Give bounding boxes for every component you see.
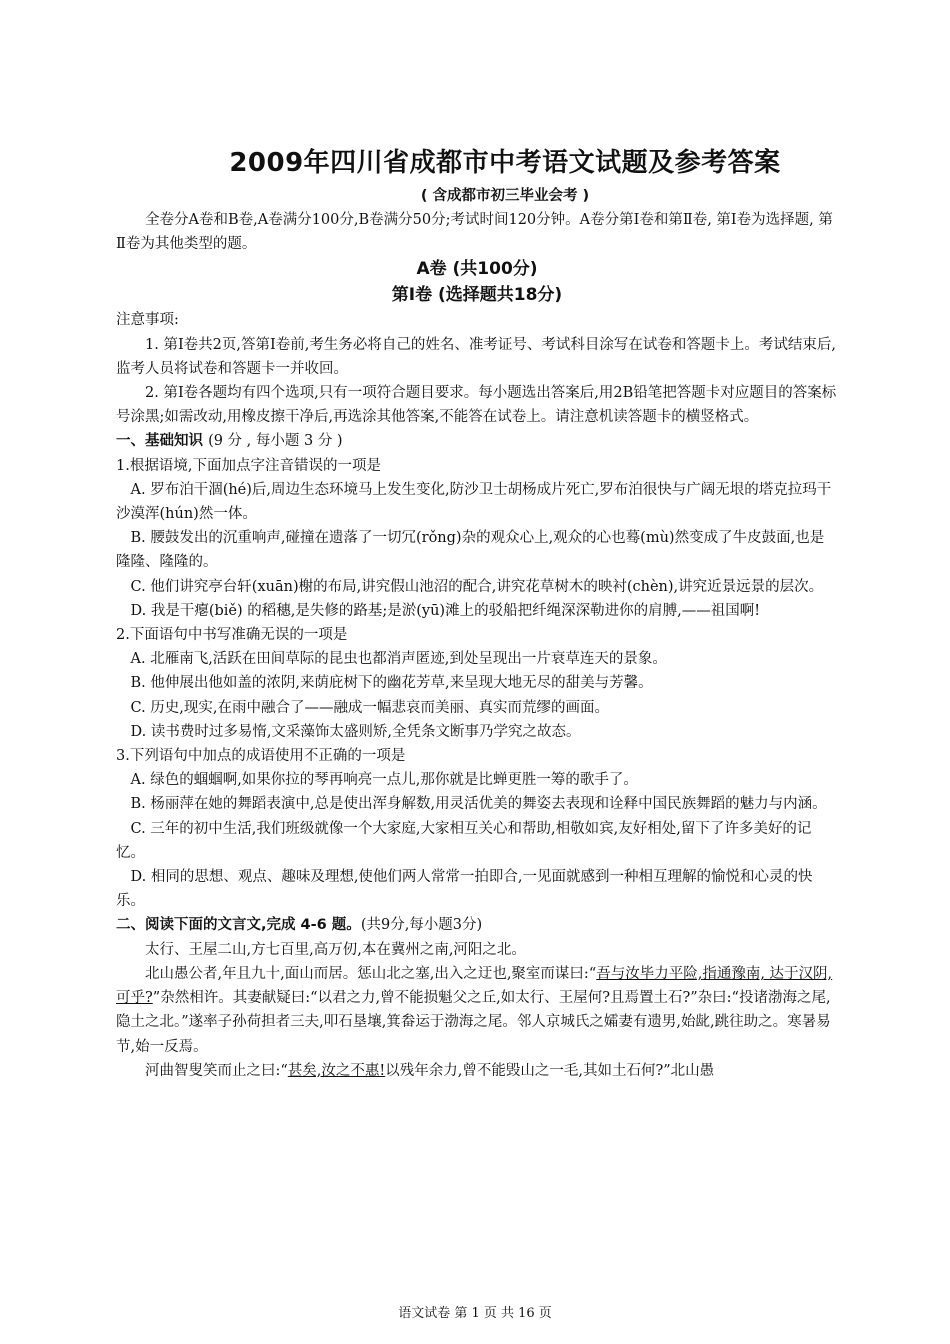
section-1-note: (9 分 , 每小题 3 分 ) (208, 433, 343, 450)
q3-stem: 3.下列语句中加点的成语使用不正确的一项是 (116, 748, 406, 765)
q2-option-b: B. 他伸展出他如盖的浓阴,来荫庇树下的幽花芳草,来呈现大地无尽的甜美与芳馨。 (130, 675, 653, 692)
notes-label: 注意事项: (116, 312, 179, 329)
q2-stem: 2.下面语句中书写准确无误的一项是 (116, 627, 348, 644)
q1-stem: 1.根据语境,下面加点字注音错误的一项是 (116, 457, 381, 474)
document-subtitle: ( 含成都市初三毕业会考 ) (420, 188, 590, 204)
section-1-title: 一、基础知识 (116, 433, 203, 450)
heading-part1: 第Ⅰ卷 (选择题共18分) (391, 285, 563, 306)
document-body (116, 208, 838, 1083)
q2-option-c: C. 历史,现实,在雨中融合了——融成一幅悲哀而美丽、真实而荒缪的画面。 (130, 699, 610, 716)
intro-paragraph: 全卷分A卷和B卷,A卷满分100分,B卷满分50分;考试时间120分钟。A卷分第Ⅰ卷和第Ⅱ卷, 第Ⅰ卷为选择题, 第Ⅱ卷为其他类型的题。 (116, 212, 833, 253)
passage-p3-end: 以残年余力,曾不能毁山之一毛,其如土石何?”北山愚 (385, 1062, 715, 1079)
passage-p2-start: 北山愚公者,年且九十,面山而居。惩山北之塞,出入之迂也,聚室而谋曰:“ (145, 965, 597, 982)
note-item-1: 1. 第Ⅰ卷共2页,答第Ⅰ卷前,考生务必将自己的姓名、准考证号、考试科目涂写在试卷和答题卡上。考试结束后,监考人员将试卷和答题卡一并收回。 (116, 336, 836, 377)
passage-p3-start: 河曲智叟笑而止之曰:“ (145, 1062, 288, 1079)
q3-option-d: D. 相同的思想、观点、趣味及理想,使他们两人常常一拍即合,一见面就感到一种相互理解的愉悦和心灵的快乐。 (116, 869, 813, 910)
passage-p3-underlined: 甚矣,汝之不惠! (287, 1062, 386, 1079)
passage-paragraph-1: 太行、王屋二山,方七百里,高万仞,本在冀州之南,河阳之北。 (145, 941, 526, 958)
section-2-note: (共9分,每小题3分) (360, 917, 483, 934)
document-title: 2009年四川省成都市中考语文试题及参考答案 (229, 148, 781, 178)
page-footer: 语文试卷 第 1 页 共 16 页 (398, 1306, 552, 1321)
q1-option-b: B. 腰鼓发出的沉重响声,碰撞在遗落了一切冗(rǒng)杂的观众心上,观众的心也蓦(mù)然变成了牛皮鼓面,也是隆隆、隆隆的。 (116, 530, 825, 571)
q3-option-c: C. 三年的初中生活,我们班级就像一个大家庭,大家相互关心和帮助,相敬如宾,友好相处,留下了许多美好的记忆。 (116, 820, 812, 861)
passage-paragraph-3 (116, 1059, 838, 1083)
q1-option-c: C. 他们讲究亭台轩(xuān)榭的布局,讲究假山池沼的配合,讲究花草树木的映衬(chèn),讲究近景远景的层次。 (130, 578, 824, 595)
q1-option-a: A. 罗布泊干涸(hé)后,周边生态环境马上发生变化,防沙卫士胡杨成片死亡,罗布泊很快与广阔无垠的塔克拉玛干沙漠浑(hún)然一体。 (116, 481, 832, 523)
q1-option-d: D. 我是干瘪(biě) 的稻穗,是失修的路基;是淤(yū)滩上的驳船把纤绳深深勒进你的肩膊,——祖国啊! (130, 602, 761, 619)
passage-paragraph-2 (116, 962, 838, 1059)
section-1-heading (116, 429, 838, 453)
section-2-heading (116, 913, 838, 937)
section-2-title: 二、阅读下面的文言文,完成 4-6 题。 (116, 917, 361, 934)
note-item-2: 2. 第Ⅰ卷各题均有四个选项,只有一项符合题目要求。每小题选出答案后,用2B铅笔把答题卡对应题目的答案标号涂黑;如需改动,用橡皮擦干净后,再选涂其他答案,不能答在试卷上。请注意机读答题卡的横竖格式。 (116, 385, 837, 426)
passage-p2-end: ”杂然相许。其妻献疑曰:“以君之力,曾不能损魁父之丘,如太行、王屋何?且焉置土石?”杂曰:“投诸渤海之尾,隐土之北。”遂率子孙荷担者三夫,叩石垦壤,箕畚运于渤海之尾。邻人京城氏之孀妻有遗男,始龀,跳往助之。寒暑易节,始一反焉。 (116, 990, 831, 1055)
heading-a-paper: A卷 (共100分) (416, 259, 538, 280)
q3-option-b: B. 杨丽萍在她的舞蹈表演中,总是使出浑身解数,用灵活优美的舞姿去表现和诠释中国民族舞蹈的魅力与内涵。 (130, 796, 827, 813)
q2-option-a: A. 北雁南飞,活跃在田间草际的昆虫也都消声匿迹,到处呈现出一片衰草连天的景象。 (130, 651, 667, 668)
q3-option-a: A. 绿色的蝈蝈啊,如果你拉的琴再响亮一点儿,那你就是比蝉更胜一筹的歌手了。 (130, 772, 638, 789)
passage-p2-underlined: 吾与汝毕力平险,指通豫南, 达于汉阴,可乎? (116, 965, 833, 1007)
q2-option-d: D. 读书费时过多易惰,文采藻饰太盛则矫,全凭条文断事乃学究之故态。 (130, 723, 581, 740)
